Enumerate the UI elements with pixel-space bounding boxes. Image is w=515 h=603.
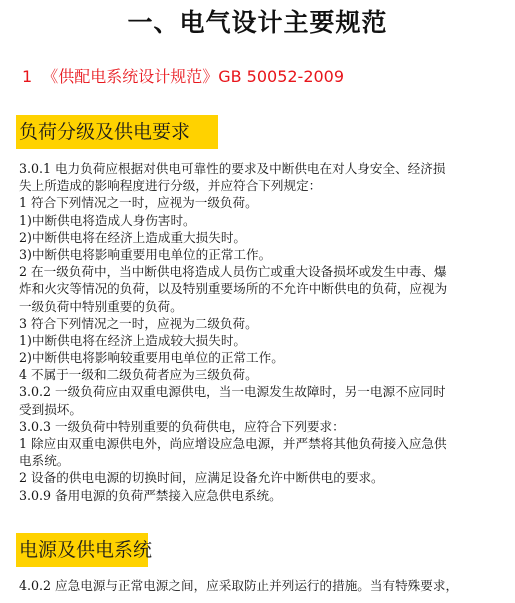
body-line: 受到损坏。 xyxy=(19,401,82,417)
body-line: 2 设备的供电电源的切换时间，应满足设备允许中断供电的要求。 xyxy=(19,470,384,486)
body-line: 3 符合下列情况之一时，应视为二级负荷。 xyxy=(19,315,258,331)
page-title: 一、电气设计主要规范 xyxy=(127,8,388,37)
body-line: 1 除应由双重电源供电外，尚应增设应急电源，并严禁将其他负荷接入应急供 xyxy=(19,436,447,451)
body-line: 1)中断供电将造成人身伤害时。 xyxy=(19,212,196,228)
body-line: 1 符合下列情况之一时，应视为一级负荷。 xyxy=(19,195,258,211)
standard-heading xyxy=(22,66,344,88)
body-line: 炸和火灾等情况的负荷，以及特别重要场所的不允许中断供电的负荷，应视为 xyxy=(19,281,448,297)
standard-number: 1 xyxy=(22,67,33,86)
body-line: 一级负荷中特别重要的负荷。 xyxy=(19,298,183,314)
body-line: 3.0.2 一级负荷应由双重电源供电，当一电源发生故障时，另一电源不应同时 xyxy=(19,384,446,400)
section-body-power-supply-system xyxy=(19,577,509,594)
section-heading-power-supply-system: 电源及供电系统 xyxy=(19,539,153,561)
body-line: 4.0.2 应急电源与正常电源之间，应采取防止并列运行的措施。当有特殊要求， xyxy=(19,578,459,593)
body-line: 2)中断供电将影响较重要用电单位的正常工作。 xyxy=(19,350,284,366)
body-line: 失上所造成的影响程度进行分级，并应符合下列规定： xyxy=(19,178,322,194)
body-line: 4 不属于一级和二级负荷者应为三级负荷。 xyxy=(19,367,258,383)
body-line: 3)中断供电将影响重要用电单位的正常工作。 xyxy=(19,246,272,262)
section-heading-load-classification: 负荷分级及供电要求 xyxy=(19,121,191,143)
body-line: 3.0.3 一级负荷中特别重要的负荷供电，应符合下列要求： xyxy=(19,418,345,434)
body-line: 电系统。 xyxy=(19,453,70,469)
body-line: 2 在一级负荷中，当中断供电将造成人员伤亡或重大设备损坏或发生中毒、爆 xyxy=(19,264,447,280)
body-line: 3.0.1 电力负荷应根据对供电可靠性的要求及中断供电在对人身安全、经济损 xyxy=(19,161,446,176)
body-line: 1)中断供电将在经济上造成较大损失时。 xyxy=(19,332,247,348)
section-body-load-classification xyxy=(19,160,509,504)
body-line: 3.0.9 备用电源的负荷严禁接入应急供电系统。 xyxy=(19,487,282,503)
body-line: 2)中断供电将在经济上造成重大损失时。 xyxy=(19,229,247,245)
standard-name: 《供配电系统设计规范》GB 50052-2009 xyxy=(42,67,345,86)
